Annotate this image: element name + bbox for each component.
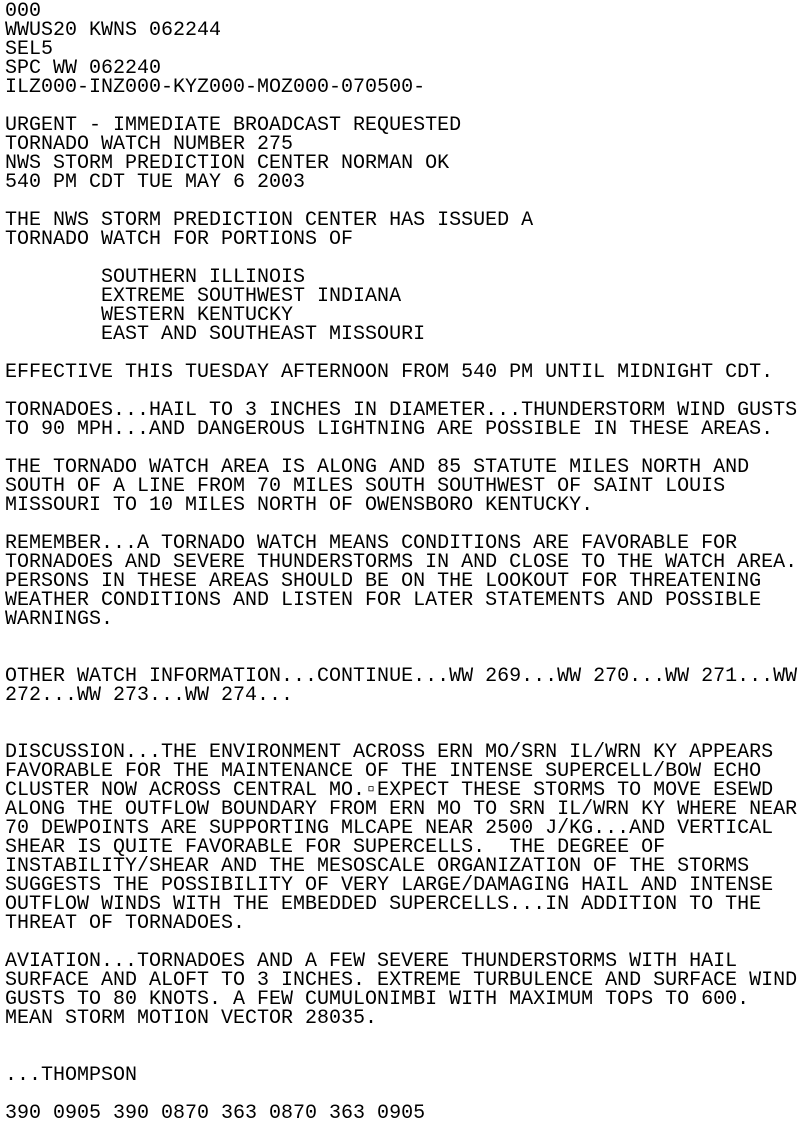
product-id: SEL5 <box>5 38 54 61</box>
area-item: WESTERN KENTUCKY <box>5 304 294 327</box>
watch-area-line: MISSOURI TO 10 MILES NORTH OF OWENSBORO KENTUCKY. <box>5 494 594 517</box>
remember-line: PERSONS IN THESE AREAS SHOULD BE ON THE LOOKOUT FOR THREATENING <box>5 570 762 593</box>
remember-line: WEATHER CONDITIONS AND LISTEN FOR LATER STATEMENTS AND POSSIBLE <box>5 589 762 612</box>
intro-line: TORNADO WATCH FOR PORTIONS OF <box>5 228 354 251</box>
watch-area-line: THE TORNADO WATCH AREA IS ALONG AND 85 STATUTE MILES NORTH AND <box>5 456 750 479</box>
issued-time: 540 PM CDT TUE MAY 6 2003 <box>5 171 306 194</box>
hazards-line: TO 90 MPH...AND DANGEROUS LIGHTNING ARE POSSIBLE IN THESE AREAS. <box>5 418 774 441</box>
area-item: EXTREME SOUTHWEST INDIANA <box>5 285 402 308</box>
discussion-line: INSTABILITY/SHEAR AND THE MESOSCALE ORGANIZATION OF THE STORMS <box>5 855 750 878</box>
remember-line: WARNINGS. <box>5 608 114 631</box>
other-watch-line: 272...WW 273...WW 274... <box>5 684 294 707</box>
discussion-line: SUGGESTS THE POSSIBILITY OF VERY LARGE/DAMAGING HAIL AND INTENSE <box>5 874 774 897</box>
discussion-line: THREAT OF TORNADOES. <box>5 912 246 935</box>
area-item: EAST AND SOUTHEAST MISSOURI <box>5 323 426 346</box>
other-watch-line: OTHER WATCH INFORMATION...CONTINUE...WW 269...WW 270...WW 271...WW <box>5 665 798 688</box>
discussion-line: SHEAR IS QUITE FAVORABLE FOR SUPERCELLS. THE DEGREE OF <box>5 836 666 859</box>
blank-line <box>5 1028 797 1047</box>
blank-line <box>5 705 797 724</box>
discussion-line: OUTFLOW WINDS WITH THE EMBEDDED SUPERCELLS...IN ADDITION TO THE <box>5 893 762 916</box>
aviation-line: AVIATION...TORNADOES AND A FEW SEVERE THUNDERSTORMS WITH HAIL <box>5 950 738 973</box>
watch-number: TORNADO WATCH NUMBER 275 <box>5 133 294 156</box>
discussion-line: ALONG THE OUTFLOW BOUNDARY FROM ERN MO TO SRN IL/WRN KY WHERE NEAR <box>5 798 798 821</box>
remember-line: REMEMBER...A TORNADO WATCH MEANS CONDITIONS ARE FAVORABLE FOR <box>5 532 738 555</box>
blank-line <box>5 629 797 648</box>
aviation-line: GUSTS TO 80 KNOTS. A FEW CUMULONIMBI WITH MAXIMUM TOPS TO 600. <box>5 988 750 1011</box>
wmo-header: WWUS20 KWNS 062244 <box>5 19 222 42</box>
discussion-line: DISCUSSION...THE ENVIRONMENT ACROSS ERN MO/SRN IL/WRN KY APPEARS <box>5 741 774 764</box>
urgent-notice: URGENT - IMMEDIATE BROADCAST REQUESTED <box>5 114 462 137</box>
hazards-line: TORNADOES...HAIL TO 3 INCHES IN DIAMETER...THUNDERSTORM WIND GUSTS <box>5 399 798 422</box>
intro-line: THE NWS STORM PREDICTION CENTER HAS ISSUED A <box>5 209 534 232</box>
issuing-office: NWS STORM PREDICTION CENTER NORMAN OK <box>5 152 450 175</box>
remember-line: TORNADOES AND SEVERE THUNDERSTORMS IN AND CLOSE TO THE WATCH AREA. <box>5 551 798 574</box>
discussion-line: FAVORABLE FOR THE MAINTENANCE OF THE INTENSE SUPERCELL/BOW ECHO <box>5 760 762 783</box>
watch-coordinates: 390 0905 390 0870 363 0870 363 0905 <box>5 1102 426 1125</box>
effective-time: EFFECTIVE THIS TUESDAY AFTERNOON FROM 540 PM UNTIL MIDNIGHT CDT. <box>5 361 774 384</box>
watch-id: SPC WW 062240 <box>5 57 162 80</box>
aviation-line: SURFACE AND ALOFT TO 3 INCHES. EXTREME TURBULENCE AND SURFACE WIND <box>5 969 798 992</box>
zone-codes: ILZ000-INZ000-KYZ000-MOZ000-070500- <box>5 76 426 99</box>
discussion-line: CLUSTER NOW ACROSS CENTRAL MO.▫EXPECT THESE STORMS TO MOVE ESEWD <box>5 779 774 802</box>
wmo-sequence: 000 <box>5 0 42 23</box>
forecaster-signature: ...THOMPSON <box>5 1064 138 1087</box>
watch-area-line: SOUTH OF A LINE FROM 70 MILES SOUTH SOUTHWEST OF SAINT LOUIS <box>5 475 726 498</box>
aviation-line: MEAN STORM MOTION VECTOR 28035. <box>5 1007 378 1030</box>
discussion-line: 70 DEWPOINTS ARE SUPPORTING MLCAPE NEAR 2500 J/KG...AND VERTICAL <box>5 817 774 840</box>
watch-bulletin-text <box>5 2 797 1123</box>
area-item: SOUTHERN ILLINOIS <box>5 266 306 289</box>
